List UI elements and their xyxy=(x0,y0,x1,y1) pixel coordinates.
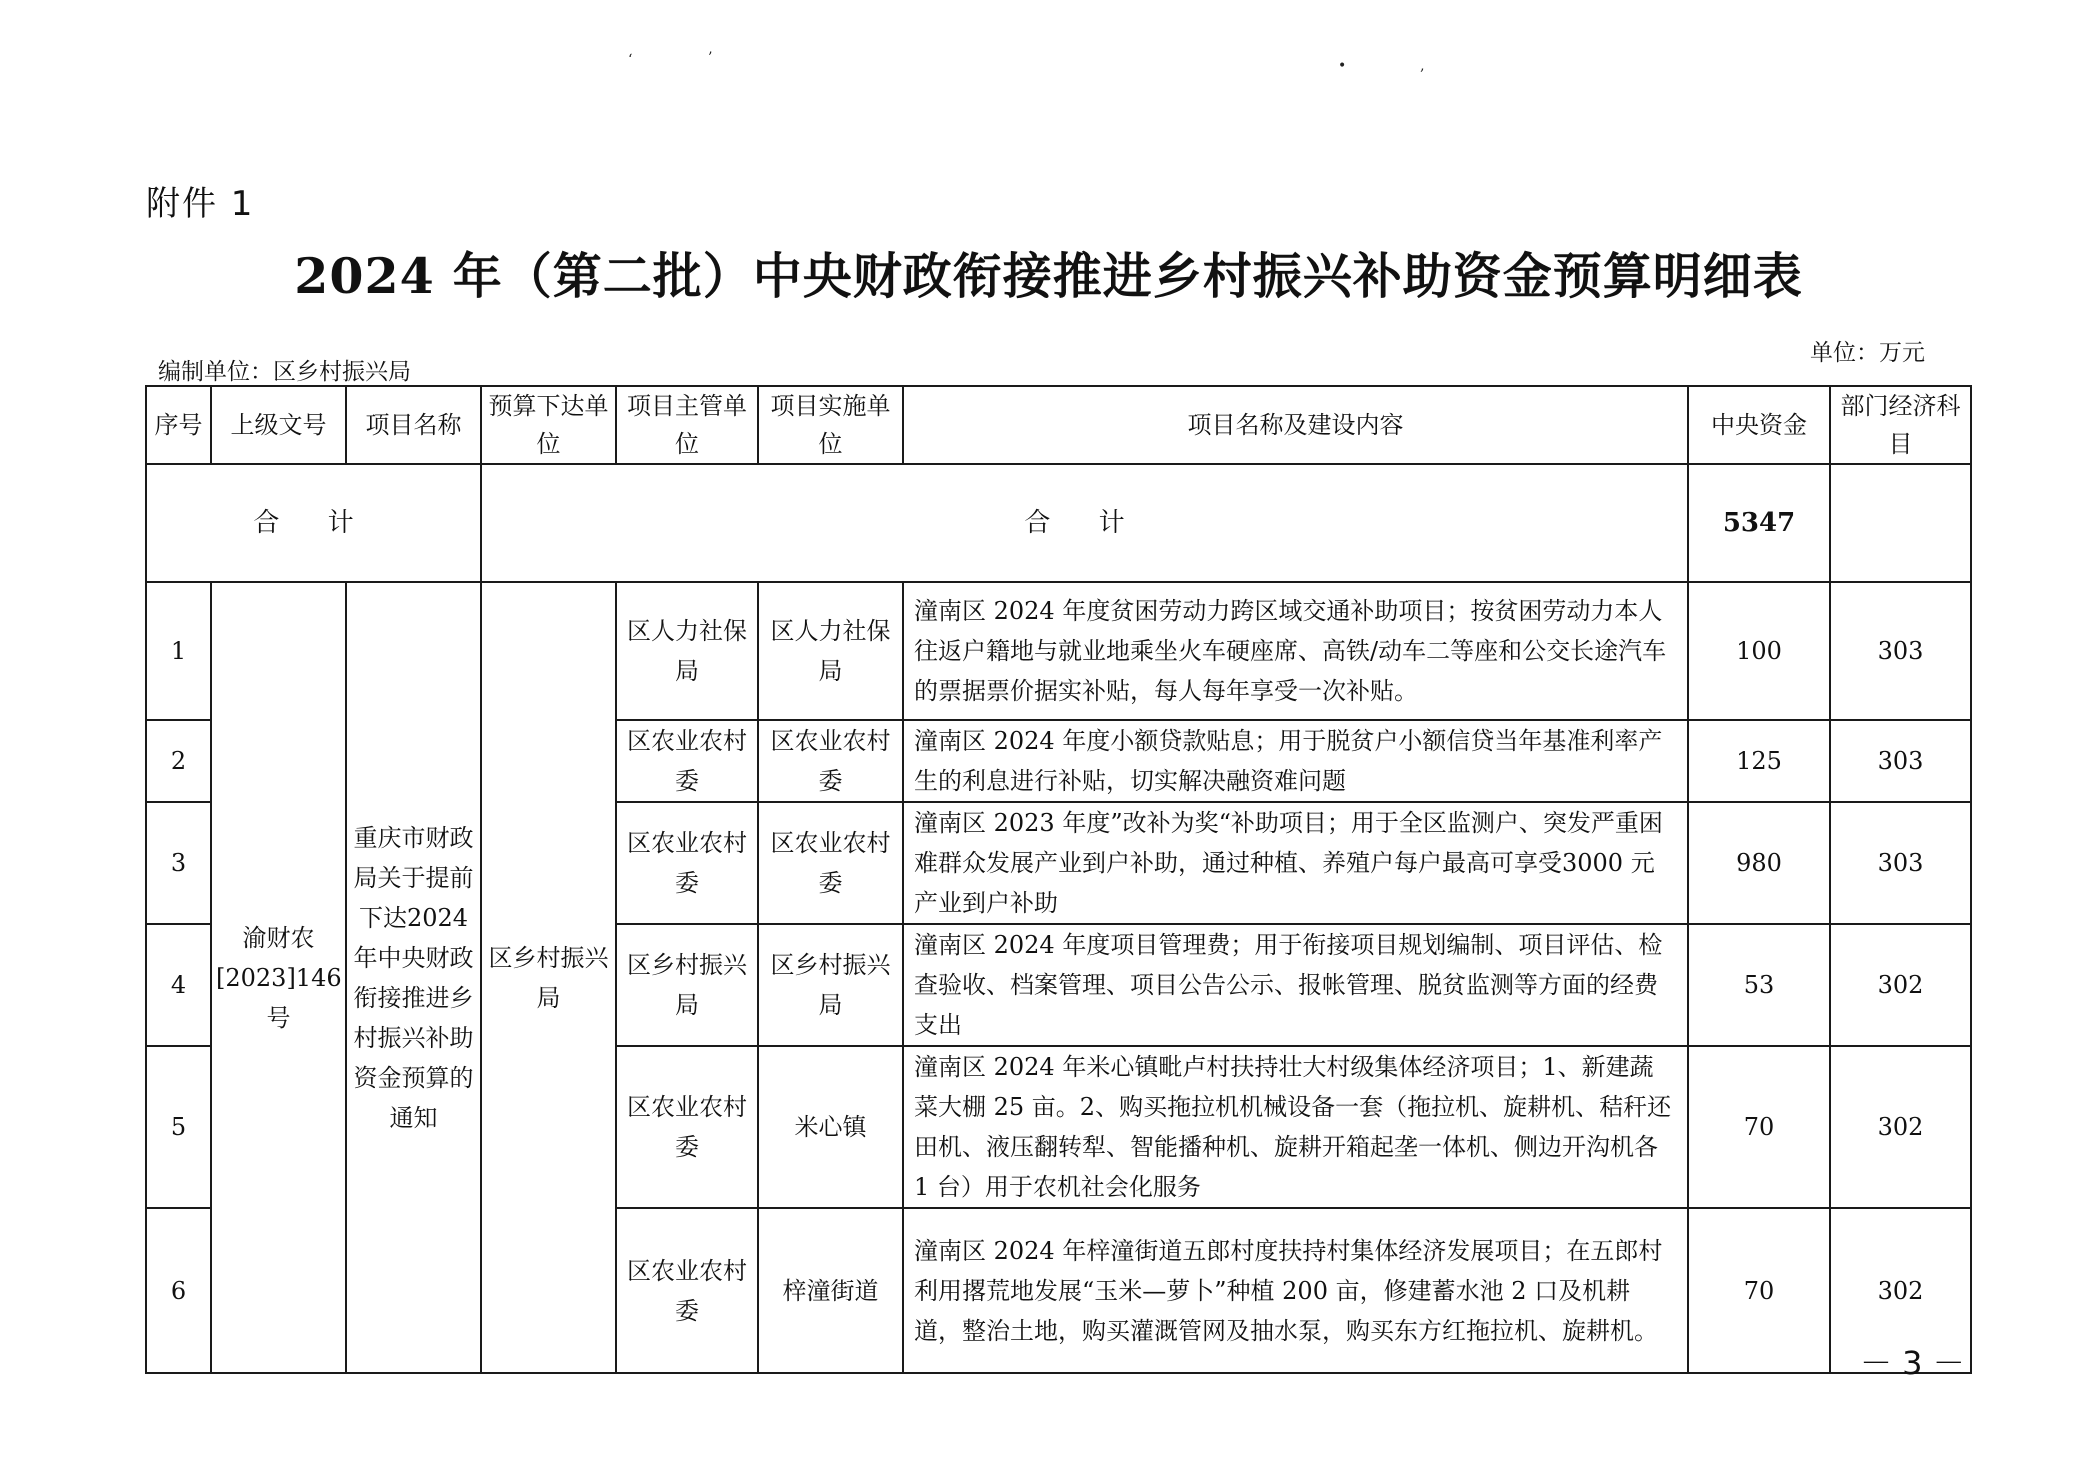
compiler-unit: 编制单位：区乡村振兴局 xyxy=(158,359,411,385)
row-subject: 302 xyxy=(1830,1208,1971,1373)
row-amount: 53 xyxy=(1688,924,1830,1046)
scan-speck: ‚ xyxy=(1420,58,1425,74)
row-manager: 区乡村振兴局 xyxy=(616,924,758,1046)
col-header-content: 项目名称及建设内容 xyxy=(903,386,1688,464)
budget-table xyxy=(145,385,1972,1374)
col-header-seq: 序号 xyxy=(146,386,211,464)
row-implementer: 梓潼街道 xyxy=(758,1208,903,1373)
row-manager: 区人力社保局 xyxy=(616,582,758,720)
scan-speck: ‘ xyxy=(628,52,633,68)
col-header-manager: 项目主管单位 xyxy=(616,386,758,464)
row-seq: 6 xyxy=(146,1208,211,1373)
row-amount: 70 xyxy=(1688,1046,1830,1208)
row-amount: 125 xyxy=(1688,720,1830,802)
row-implementer: 区农业农村委 xyxy=(758,720,903,802)
row-content: 潼南区 2024 年度贫困劳动力跨区域交通补助项目；按贫困劳动力本人往返户籍地与就业地乘坐火车硬座席、高铁/动车二等座和公交长途汽车的票据票价据实补贴，每人每年享受一次补贴。 xyxy=(903,582,1688,720)
row-subject: 302 xyxy=(1830,1046,1971,1208)
row-implementer: 米心镇 xyxy=(758,1046,903,1208)
total-label-right: 合 计 xyxy=(481,464,1688,582)
table-header-row xyxy=(146,386,1971,464)
row-seq: 5 xyxy=(146,1046,211,1208)
row-seq: 4 xyxy=(146,924,211,1046)
row-manager: 区农业农村委 xyxy=(616,802,758,924)
scan-speck: • xyxy=(1338,58,1347,74)
row-amount: 980 xyxy=(1688,802,1830,924)
total-subject xyxy=(1830,464,1971,582)
row-manager: 区农业农村委 xyxy=(616,720,758,802)
shared-budget-unit: 区乡村振兴局 xyxy=(481,582,616,1373)
col-header-doc-no: 上级文号 xyxy=(211,386,346,464)
row-subject: 303 xyxy=(1830,802,1971,924)
col-header-implementer: 项目实施单位 xyxy=(758,386,903,464)
table-row xyxy=(146,582,1971,720)
row-content: 潼南区 2024 年梓潼街道五郎村度扶持村集体经济发展项目；在五郎村利用撂荒地发展“玉米—萝卜”种植 200 亩，修建蓄水池 2 口及机耕道，整治土地，购买灌溉管网及抽水泵，购买东方红拖拉机、旋耕机。 xyxy=(903,1208,1688,1373)
col-header-project-name: 项目名称 xyxy=(346,386,481,464)
row-amount: 100 xyxy=(1688,582,1830,720)
currency-unit: 单位：万元 xyxy=(1810,340,1925,366)
col-header-budget-unit: 预算下达单位 xyxy=(481,386,616,464)
col-header-subject: 部门经济科目 xyxy=(1830,386,1971,464)
row-content: 潼南区 2023 年度”改补为奖“补助项目；用于全区监测户、突发严重困难群众发展产业到户补助，通过种植、养殖户每户最高可享受3000 元产业到户补助 xyxy=(903,802,1688,924)
row-seq: 2 xyxy=(146,720,211,802)
total-row xyxy=(146,464,1971,582)
page-number: － 3 － xyxy=(1860,1344,1965,1382)
row-implementer: 区乡村振兴局 xyxy=(758,924,903,1046)
row-seq: 3 xyxy=(146,802,211,924)
row-subject: 302 xyxy=(1830,924,1971,1046)
row-subject: 303 xyxy=(1830,582,1971,720)
row-manager: 区农业农村委 xyxy=(616,1046,758,1208)
row-subject: 303 xyxy=(1830,720,1971,802)
row-seq: 1 xyxy=(146,582,211,720)
shared-doc-no: 渝财农[2023]146号 xyxy=(211,582,346,1373)
total-label-left: 合 计 xyxy=(146,464,481,582)
row-content: 潼南区 2024 年度小额贷款贴息；用于脱贫户小额信贷当年基准利率产生的利息进行补贴，切实解决融资难问题 xyxy=(903,720,1688,802)
col-header-amount: 中央资金 xyxy=(1688,386,1830,464)
row-implementer: 区人力社保局 xyxy=(758,582,903,720)
page-title: 2024 年（第二批）中央财政衔接推进乡村振兴补助资金预算明细表 xyxy=(294,247,1803,305)
row-amount: 70 xyxy=(1688,1208,1830,1373)
total-amount: 5347 xyxy=(1688,464,1830,582)
row-implementer: 区农业农村委 xyxy=(758,802,903,924)
attachment-label: 附件 1 xyxy=(146,184,255,224)
row-content: 潼南区 2024 年度项目管理费；用于衔接项目规划编制、项目评估、检查验收、档案管理、项目公告公示、报帐管理、脱贫监测等方面的经费支出 xyxy=(903,924,1688,1046)
scan-speck: ’ xyxy=(708,50,713,66)
row-content: 潼南区 2024 年米心镇毗卢村扶持壮大村级集体经济项目；1、新建蔬菜大棚 25 亩。2、购买拖拉机机械设备一套（拖拉机、旋耕机、秸秆还田机、液压翻转犁、智能播种机、旋耕开箱起垄一体机、侧边开沟机各 1 台）用于农机社会化服务 xyxy=(903,1046,1688,1208)
row-manager: 区农业农村委 xyxy=(616,1208,758,1373)
shared-project-name: 重庆市财政局关于提前下达2024年中央财政衔接推进乡村振兴补助资金预算的通知 xyxy=(346,582,481,1373)
